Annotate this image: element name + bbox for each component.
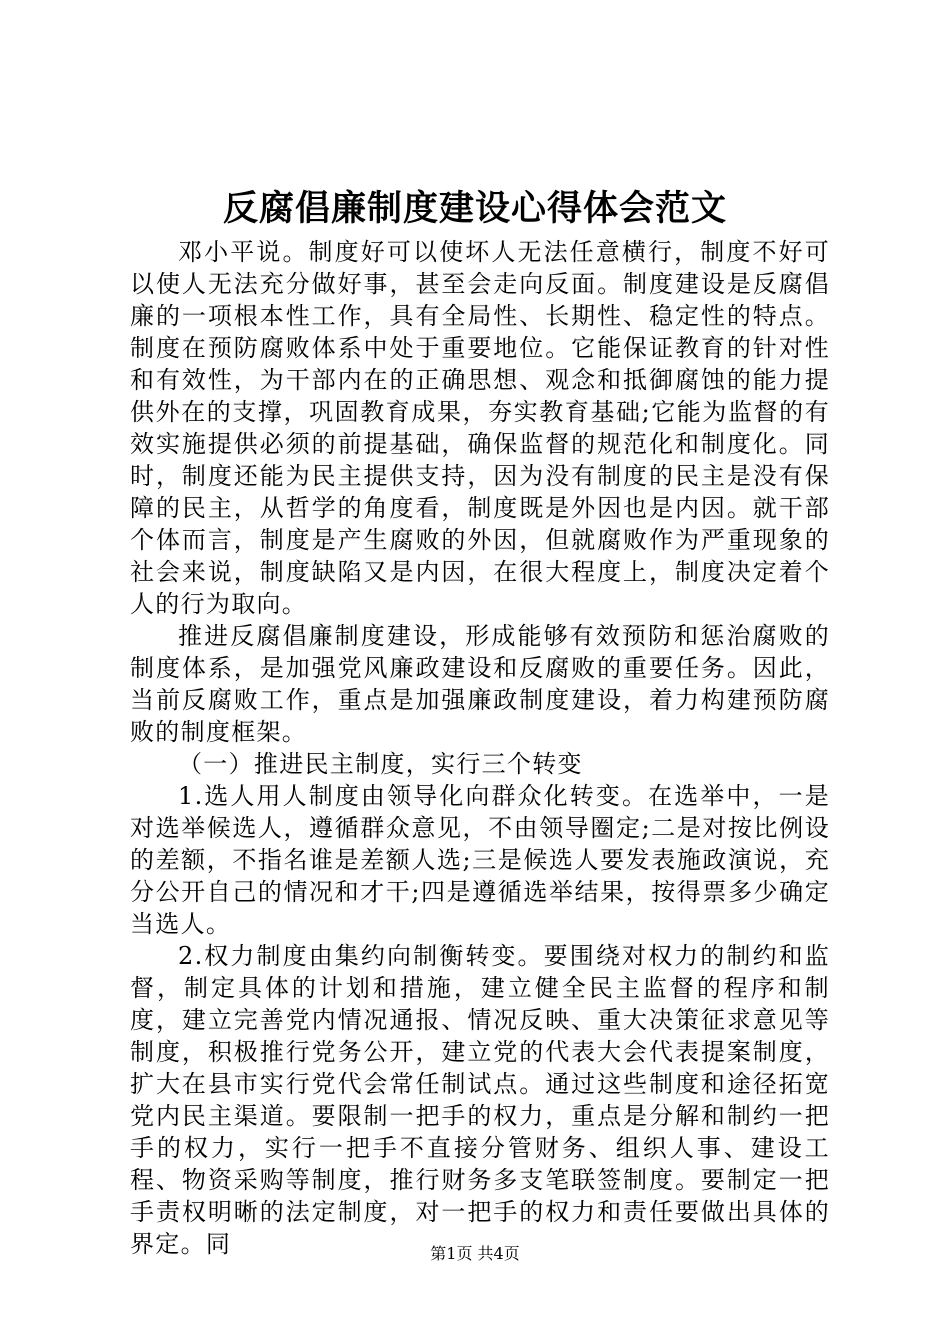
list-item-1: 1.选人用人制度由领导化向群众化转变。在选举中，一是对选举候选人，遵循群众意见，不由领导圈定;二是对按比例设的差额，不指名谁是差额人选;三是候选人要发表施政演说，充分公开自己的情况和才干;四是遵循选举结果，按得票多少确定当选人。 — [130, 782, 830, 938]
paragraph-intro: 邓小平说。制度好可以使坏人无法任意横行，制度不好可以使人无法充分做好事，甚至会走向反面。制度建设是反腐倡廉的一项根本性工作，具有全局性、长期性、稳定性的特点。制度在预防腐败体系中处于重要地位。它能保证教育的针对性和有效性，为干部内在的正确思想、观念和抵御腐蚀的能力提供外在的支撑，巩固教育成果，夯实教育基础;它能为监督的有效实施提供必须的前提基础，确保监督的规范化和制度化。同时，制度还能为民主提供支持，因为没有制度的民主是没有保障的民主，从哲学的角度看，制度既是外因也是内因。就干部个体而言，制度是产生腐败的外因，但就腐败作为严重现象的社会来说，制度缺陷又是内因，在很大程度上，制度决定着个人的行为取向。 — [130, 238, 830, 618]
list-item-2: 2.权力制度由集约向制衡转变。要围绕对权力的制约和监督，制定具体的计划和措施，建立健全民主监督的程序和制度，建立完善党内情况通报、情况反映、重大决策征求意见等制度，积极推行党务公开，建立党的代表大会代表提案制度，扩大在县市实行党代会常任制试点。通过这些制度和途径拓宽党内民主渠道。要限制一把手的权力，重点是分解和制约一把手的权力，实行一把手不直接分管财务、组织人事、建设工程、物资采购等制度，推行财务多支笔联签制度。要制定一把手责权明晰的法定制度，对一把手的权力和责任要做出具体的界定。同 — [130, 942, 830, 1258]
paragraph-task: 推进反腐倡廉制度建设，形成能够有效预防和惩治腐败的制度体系，是加强党风廉政建设和反腐败的重要任务。因此，当前反腐败工作，重点是加强廉政制度建设，着力构建预防腐败的制度框架。 — [130, 622, 830, 746]
document-body — [130, 236, 830, 1260]
document-title: 反腐倡廉制度建设心得体会范文 — [222, 188, 727, 229]
section-heading: （一）推进民主制度，实行三个转变 — [178, 750, 583, 778]
page-number-footer: 第1页 共4页 — [430, 1244, 520, 1263]
